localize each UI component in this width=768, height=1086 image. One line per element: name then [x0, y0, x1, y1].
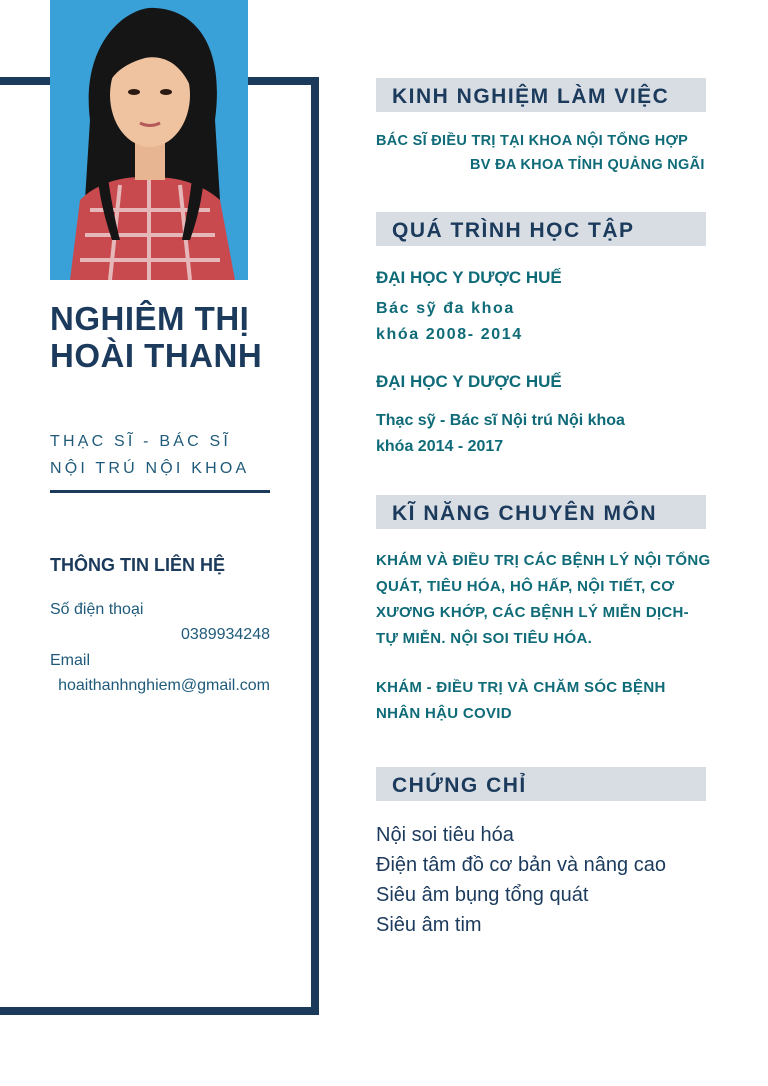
email-value[interactable]: hoaithanhnghiem@gmail.com: [58, 677, 270, 694]
skills-line: TỰ MIỄN. NỘI SOI TIÊU HÓA.: [376, 630, 593, 647]
list-item: Điện tâm đồ cơ bản và nâng cao: [376, 854, 666, 876]
skills-line: NHÂN HẬU COVID: [376, 705, 512, 722]
name-line-2: HOÀI THANH: [50, 337, 263, 374]
experience-line-1: BÁC SĨ ĐIỀU TRỊ TẠI KHOA NỘI TỔNG HỢP: [376, 133, 689, 149]
contact-heading: THÔNG TIN LIÊN HỆ: [50, 555, 225, 575]
skills-line: XƯƠNG KHỚP, CÁC BỆNH LÝ MIỄN DỊCH-: [376, 604, 689, 621]
skills-line: KHÁM VÀ ĐIỀU TRỊ CÁC BỆNH LÝ NỘI TỔNG: [376, 552, 711, 569]
education-school-1: ĐẠI HỌC Y DƯỢC HUẾ: [376, 268, 562, 287]
list-item: Siêu âm bụng tổng quát: [376, 884, 589, 906]
skills-paragraph-2: [376, 675, 706, 727]
experience-heading: KINH NGHIỆM LÀM VIỆC: [392, 85, 670, 108]
certificates-heading: CHỨNG CHỈ: [392, 774, 527, 797]
education-years-1: khóa 2008- 2014: [376, 326, 523, 343]
title-line-1: THẠC SĨ - BÁC SĨ: [50, 433, 231, 450]
skills-line: KHÁM - ĐIỀU TRỊ VÀ CHĂM SÓC BỆNH: [376, 679, 666, 696]
skills-paragraph-1: [376, 548, 716, 652]
job-title: [50, 428, 300, 482]
phone-label: Số điện thoại: [50, 601, 144, 618]
certificates-list: [376, 820, 666, 940]
experience-line-2: BV ĐA KHOA TỈNH QUẢNG NGÃI: [470, 157, 705, 173]
education-degree-2: Thạc sỹ - Bác sĩ Nội trú Nội khoa: [376, 412, 625, 429]
name-line-1: NGHIÊM THỊ: [50, 300, 250, 337]
title-line-2: NỘI TRÚ NỘI KHOA: [50, 460, 250, 477]
education-school-2: ĐẠI HỌC Y DƯỢC HUẾ: [376, 372, 562, 391]
education-heading: QUÁ TRÌNH HỌC TẬP: [392, 219, 635, 242]
phone-value[interactable]: 0389934248: [181, 626, 270, 643]
person-name: [50, 300, 300, 374]
list-item: Nội soi tiêu hóa: [376, 824, 514, 846]
education-degree-1: Bác sỹ đa khoa: [376, 300, 515, 317]
list-item: Siêu âm tim: [376, 914, 482, 936]
email-label: Email: [50, 652, 91, 669]
profile-photo: [50, 0, 248, 280]
education-years-2: khóa 2014 - 2017: [376, 438, 504, 455]
skills-line: QUÁT, TIÊU HÓA, HÔ HẤP, NỘI TIẾT, CƠ: [376, 578, 675, 595]
divider: [50, 490, 270, 493]
skills-heading: KĨ NĂNG CHUYÊN MÔN: [392, 502, 658, 525]
